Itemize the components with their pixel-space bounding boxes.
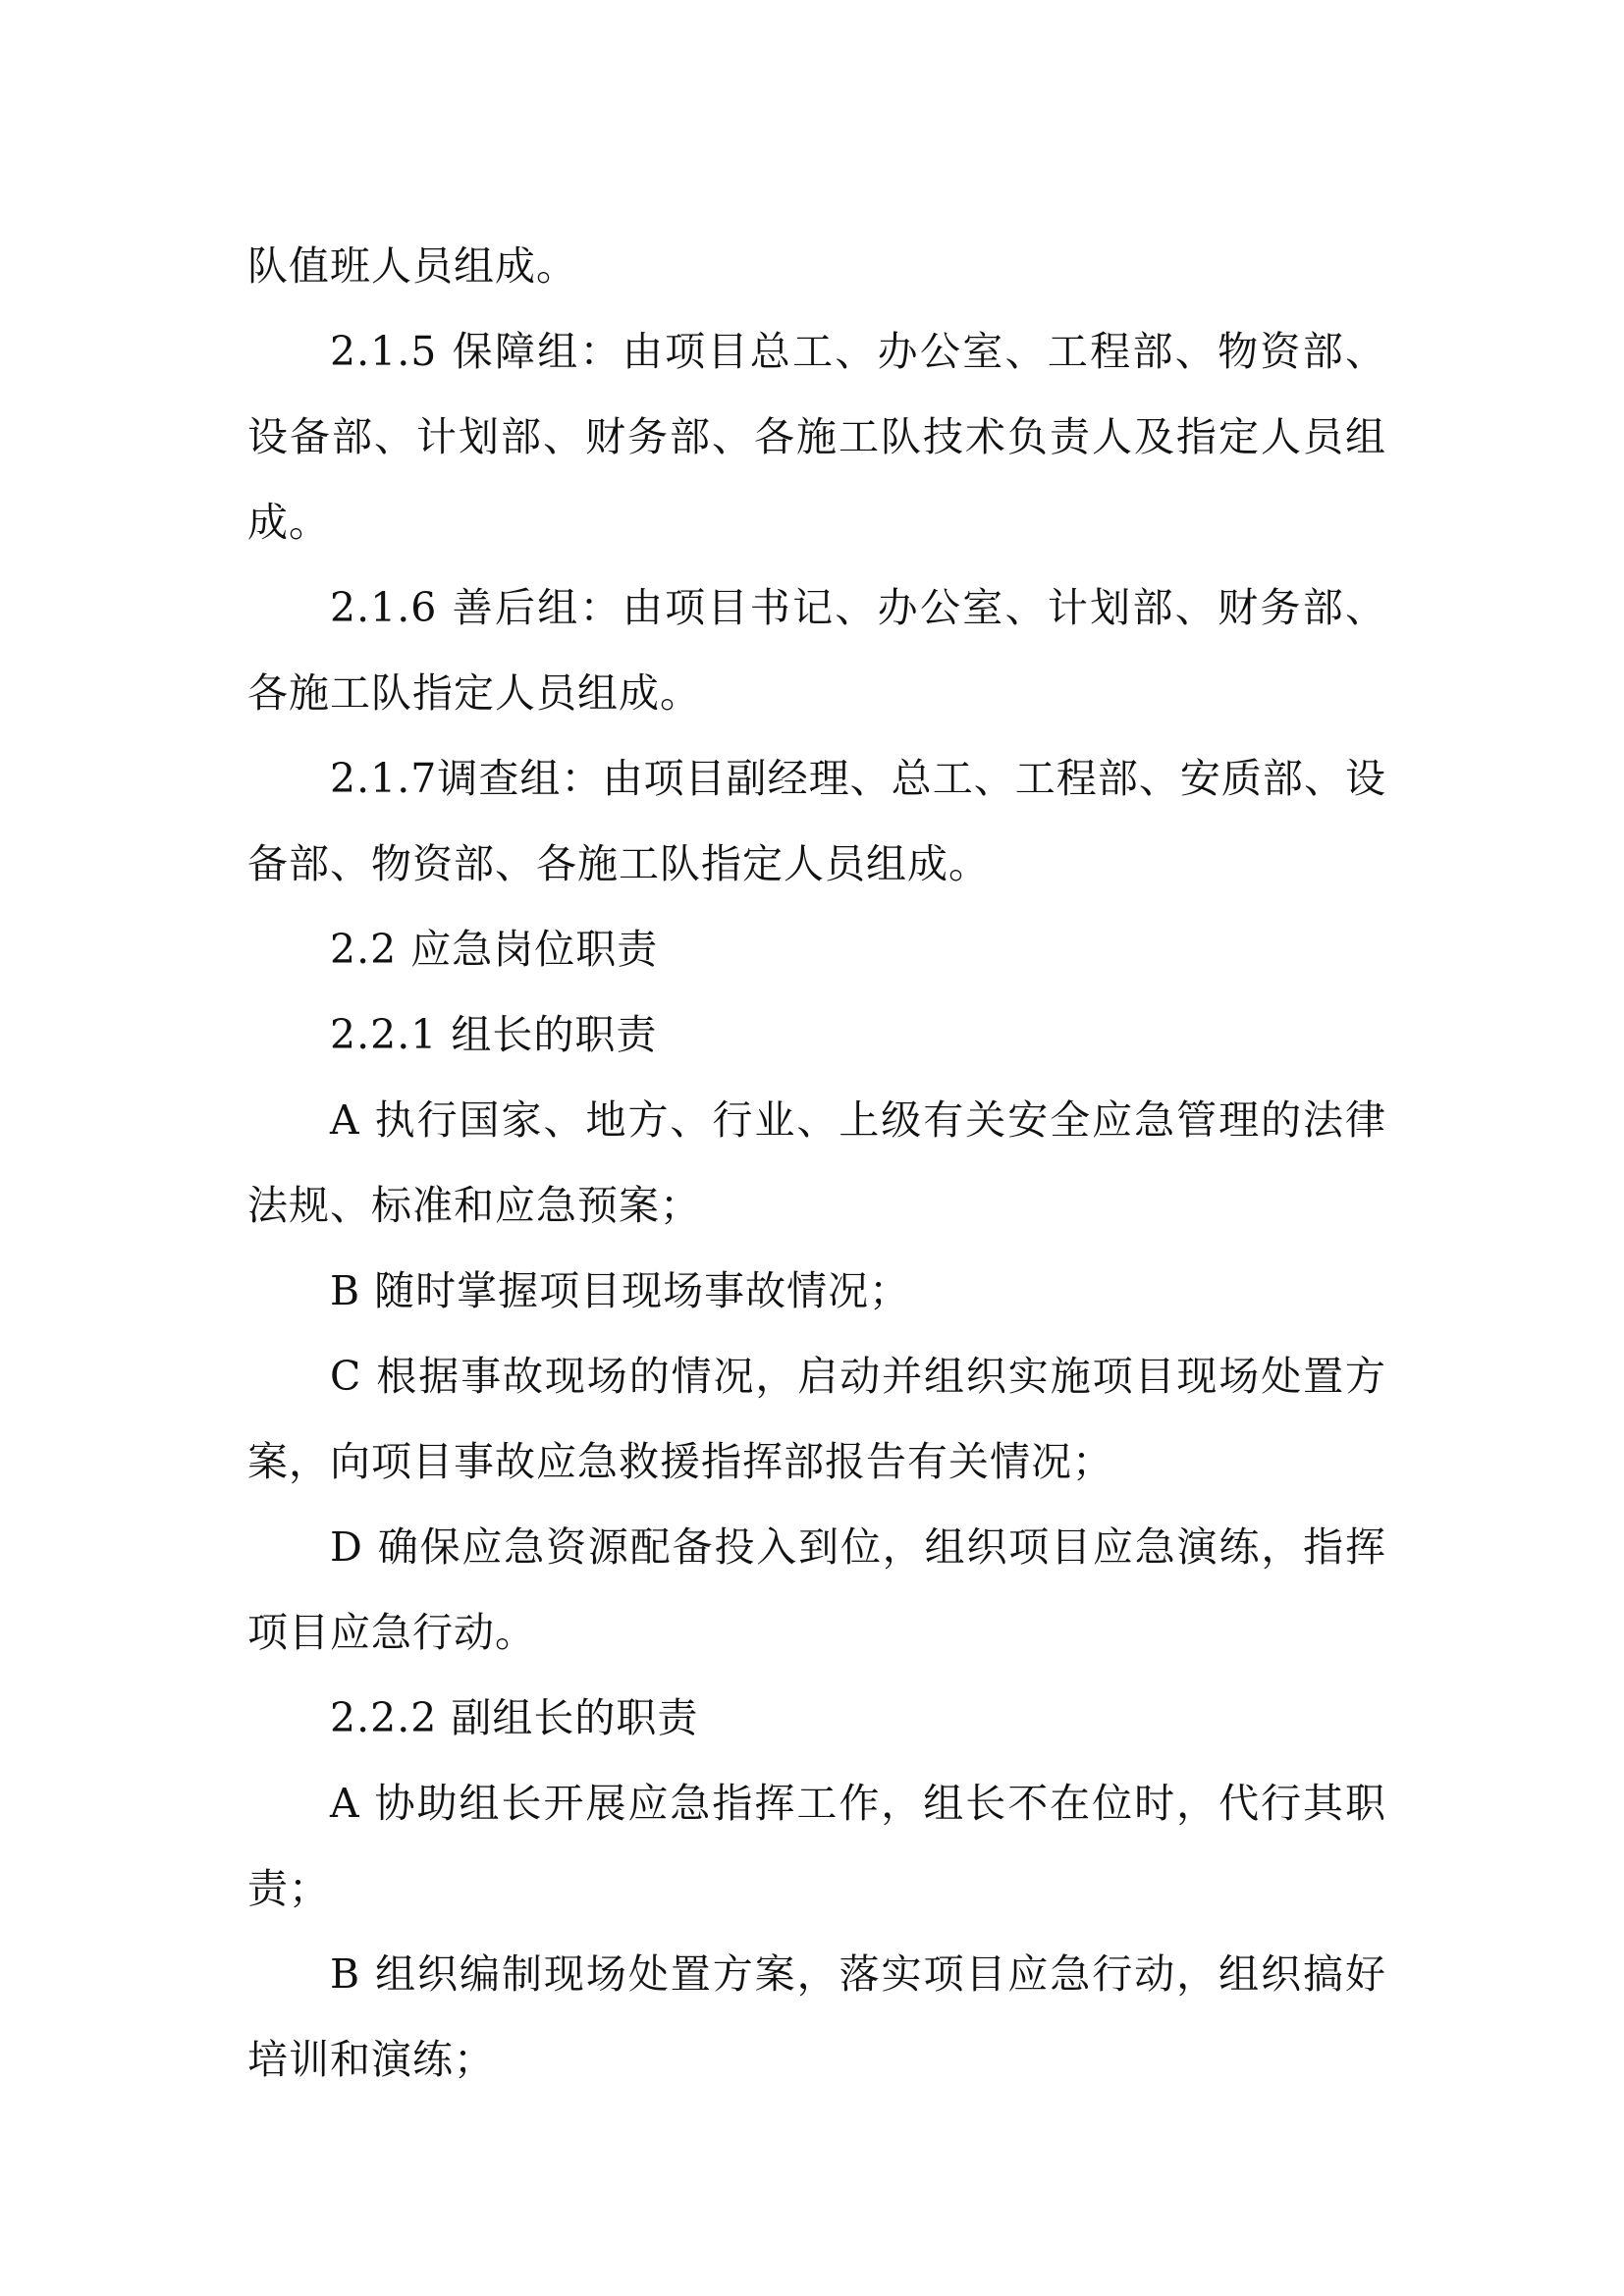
- paragraph-leader-duty-c: C 根据事故现场的情况，启动并组织实施项目现场处置方案，向项目事故应急救援指挥部报告有关情况；: [247, 1353, 1386, 1485]
- paragraph-team-duty-staff: 队值班人员组成。: [247, 242, 577, 290]
- heading-2-2-2-deputy-leader-duties: 2.2.2 副组长的职责: [330, 1694, 699, 1741]
- heading-2-2-1-leader-duties: 2.2.1 组长的职责: [330, 1011, 658, 1058]
- paragraph-2-1-6-aftermath-group: 2.1.6 善后组：由项目书记、办公室、计划部、财务部、各施工队指定人员组成。: [247, 584, 1386, 717]
- paragraph-deputy-duty-b: B 组织编制现场处置方案，落实项目应急行动，组织搞好培训和演练；: [247, 1950, 1386, 2083]
- heading-2-2-emergency-duties: 2.2 应急岗位职责: [330, 926, 659, 973]
- paragraph-leader-duty-d: D 确保应急资源配备投入到位，组织项目应急演练，指挥项目应急行动。: [247, 1523, 1386, 1656]
- paragraph-deputy-duty-a: A 协助组长开展应急指挥工作，组长不在位时，代行其职责；: [247, 1780, 1386, 1912]
- paragraph-2-1-5-support-group: 2.1.5 保障组：由项目总工、办公室、工程部、物资部、设备部、计划部、财务部、各施工队技术负责人及指定人员组成。: [247, 328, 1386, 546]
- document-body: [247, 224, 1386, 2103]
- paragraph-2-1-7-investigation-group: 2.1.7调查组：由项目副经理、总工、工程部、安质部、设备部、物资部、各施工队指定人员组成。: [247, 755, 1386, 887]
- paragraph-leader-duty-b: B 随时掌握项目现场事故情况；: [330, 1267, 911, 1314]
- paragraph-leader-duty-a: A 执行国家、地方、行业、上级有关安全应急管理的法律法规、标准和应急预案；: [247, 1096, 1386, 1229]
